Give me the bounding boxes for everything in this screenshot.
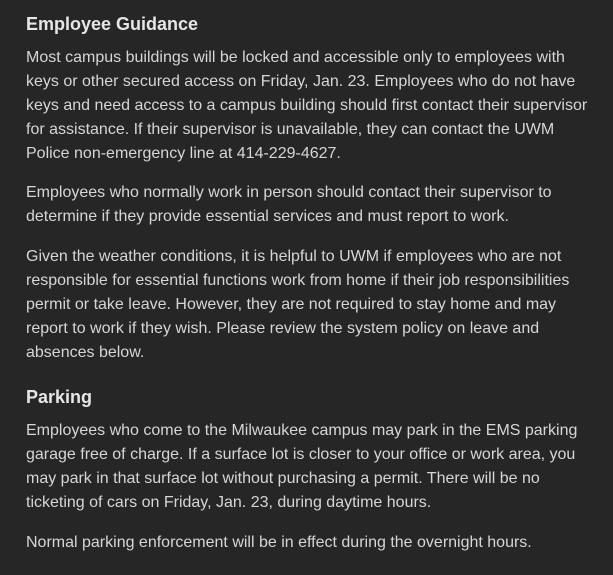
building-access-paragraph: Most campus buildings will be locked and accessible only to employees with keys or other secured access on Friday, Jan. 23. Employees who do not have keys and need access to a campus building should first contact their supervisor for assistance. If their supervisor is unavailable, they can contact the UWM Police non-emergency line at 414-229-4627. bbox=[26, 49, 588, 162]
essential-services-paragraph: Employees who normally work in person should contact their supervisor to determine if they provide essential services and must report to work. bbox=[26, 184, 552, 225]
parking-paragraph: Employees who come to the Milwaukee campus may park in the EMS parking garage free of charge. If a surface lot is closer to your office or work area, you may park in that surface lot without purchasing a permit. There will be no ticketing of cars on Friday, Jan. 23, during daytime hours. bbox=[26, 422, 578, 511]
employee-guidance-heading: Employee Guidance bbox=[26, 14, 199, 34]
work-from-home-paragraph: Given the weather conditions, it is helpful to UWM if employees who are not responsible for essential functions work from home if their job responsibilities permit or take leave. However, they are not required to stay home and may report to work if they wish. Please review the system policy on leave and absences below. bbox=[26, 248, 570, 361]
parking-enforcement-paragraph: Normal parking enforcement will be in effect during the overnight hours. bbox=[26, 534, 532, 551]
article-content bbox=[0, 12, 613, 555]
parking-heading: Parking bbox=[26, 387, 93, 407]
